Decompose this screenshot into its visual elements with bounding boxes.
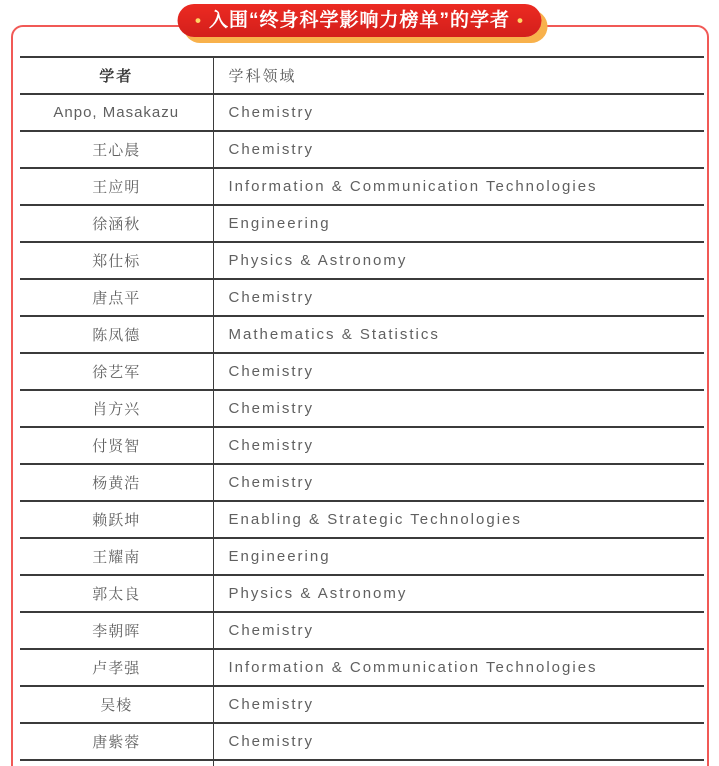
section-title: 入围“终身科学影响力榜单”的学者 bbox=[208, 10, 511, 31]
table-row bbox=[20, 686, 704, 723]
column-header-scholar: 学者 bbox=[20, 57, 213, 94]
field-cell: Enabling & Strategic Technologies bbox=[213, 501, 704, 538]
field-cell: Physics & Astronomy bbox=[213, 242, 704, 279]
scholar-cell: 徐艺军 bbox=[20, 353, 213, 390]
field-cell: Chemistry bbox=[213, 131, 704, 168]
field-cell bbox=[213, 760, 704, 766]
table-row-partial bbox=[20, 760, 704, 766]
table-row bbox=[20, 723, 704, 760]
scholar-cell: 唐点平 bbox=[20, 279, 213, 316]
scholar-cell: 郑仕标 bbox=[20, 242, 213, 279]
scholar-cell: 唐紫蓉 bbox=[20, 723, 213, 760]
field-cell: Chemistry bbox=[213, 723, 704, 760]
field-cell: Chemistry bbox=[213, 94, 704, 131]
table-row bbox=[20, 94, 704, 131]
field-cell: Physics & Astronomy bbox=[213, 575, 704, 612]
scholar-cell: 赖跃坤 bbox=[20, 501, 213, 538]
scholars-table bbox=[20, 56, 704, 766]
bullet-icon: • bbox=[195, 11, 202, 30]
table-row bbox=[20, 168, 704, 205]
scholar-cell: 肖方兴 bbox=[20, 390, 213, 427]
section-title-ribbon bbox=[177, 4, 542, 37]
field-cell: Information & Communication Technologies bbox=[213, 649, 704, 686]
field-cell: Chemistry bbox=[213, 464, 704, 501]
scholar-cell: 王心晨 bbox=[20, 131, 213, 168]
table-row bbox=[20, 242, 704, 279]
field-cell: Chemistry bbox=[213, 427, 704, 464]
field-cell: Chemistry bbox=[213, 686, 704, 723]
scholar-cell: 陈凤德 bbox=[20, 316, 213, 353]
table-row bbox=[20, 316, 704, 353]
field-cell: Chemistry bbox=[213, 612, 704, 649]
field-cell: Engineering bbox=[213, 538, 704, 575]
table-row bbox=[20, 649, 704, 686]
field-cell: Chemistry bbox=[213, 279, 704, 316]
table-row bbox=[20, 279, 704, 316]
table-row bbox=[20, 131, 704, 168]
table-row bbox=[20, 501, 704, 538]
scholar-cell: 徐涵秋 bbox=[20, 205, 213, 242]
scholar-cell: 李朝晖 bbox=[20, 612, 213, 649]
table-row bbox=[20, 205, 704, 242]
scholar-cell: 吴棱 bbox=[20, 686, 213, 723]
table-row bbox=[20, 612, 704, 649]
scholar-cell: Anpo, Masakazu bbox=[20, 94, 213, 131]
table-row bbox=[20, 353, 704, 390]
table-row bbox=[20, 390, 704, 427]
field-cell: Engineering bbox=[213, 205, 704, 242]
table-row bbox=[20, 575, 704, 612]
field-cell: Chemistry bbox=[213, 390, 704, 427]
scholar-cell: 付贤智 bbox=[20, 427, 213, 464]
field-cell: Information & Communication Technologies bbox=[213, 168, 704, 205]
table-row bbox=[20, 538, 704, 575]
scholar-cell: 杨黄浩 bbox=[20, 464, 213, 501]
table-row bbox=[20, 464, 704, 501]
scholar-cell: 卢孝强 bbox=[20, 649, 213, 686]
scholar-cell: 郭太良 bbox=[20, 575, 213, 612]
scholar-cell: 王应明 bbox=[20, 168, 213, 205]
field-cell: Mathematics & Statistics bbox=[213, 316, 704, 353]
table-header-row bbox=[20, 57, 704, 94]
column-header-field: 学科领域 bbox=[213, 57, 704, 94]
table-row bbox=[20, 427, 704, 464]
scholar-cell: 王耀南 bbox=[20, 538, 213, 575]
field-cell: Chemistry bbox=[213, 353, 704, 390]
bullet-icon: • bbox=[517, 11, 524, 30]
scholar-cell bbox=[20, 760, 213, 766]
